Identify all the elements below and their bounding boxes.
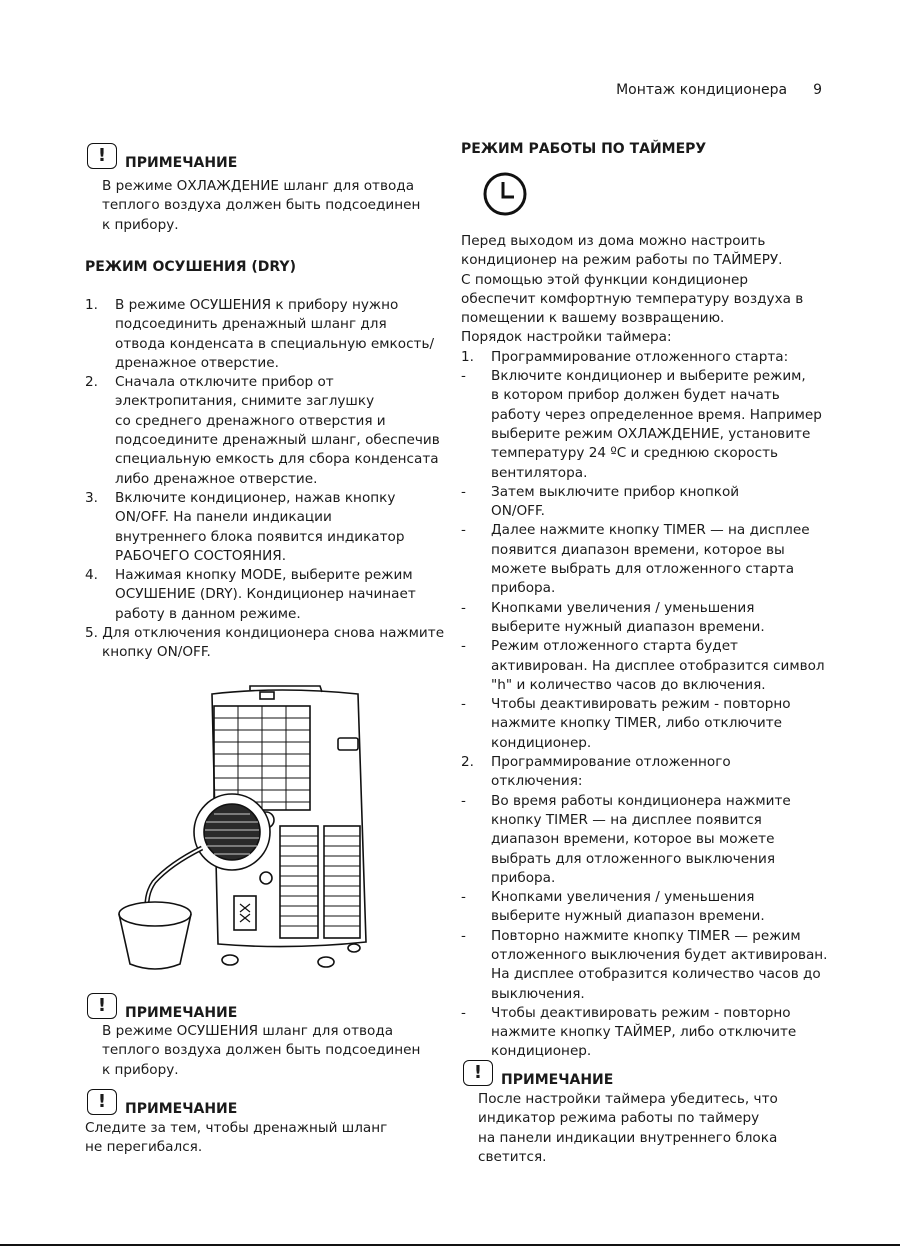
list-marker: 1. <box>461 348 474 365</box>
list-item <box>461 753 831 792</box>
list-line: Затем выключите прибор кнопкой <box>491 483 740 500</box>
note-heading <box>461 1060 821 1086</box>
list-item <box>461 521 831 598</box>
list-marker: - <box>461 792 466 809</box>
list-line: выберите нужный диапазон времени. <box>491 908 765 925</box>
note-title: ПРИМЕЧАНИЕ <box>501 1071 614 1088</box>
list-line: В режиме ОСУШЕНИЯ к прибору нужно <box>115 297 399 313</box>
timer-steps <box>461 348 831 1062</box>
note-text <box>85 177 440 235</box>
exclamation-icon: ! <box>87 993 117 1019</box>
note-line: В режиме ОСУШЕНИЯ шланг для отвода <box>102 1023 394 1039</box>
list-item <box>461 637 831 695</box>
section-title-dry: РЕЖИМ ОСУШЕНИЯ (DRY) <box>85 259 296 275</box>
page-number: 9 <box>813 82 822 98</box>
list-item <box>461 367 831 483</box>
list-line: прибора. <box>491 869 556 886</box>
list-line: Кнопками увеличения / уменьшения <box>491 599 755 616</box>
list-item <box>461 599 831 638</box>
intro-line: помещении к вашему возвращению. <box>461 310 725 327</box>
list-line: Кнопками увеличения / уменьшения <box>491 889 755 906</box>
note-line: теплого воздуха должен быть подсоединен <box>102 197 421 214</box>
list-line: выключения. <box>491 985 585 1002</box>
list-line: Программирование отложенного старта: <box>491 348 789 365</box>
list-marker: - <box>461 522 466 539</box>
list-line: ON/OFF. <box>491 503 545 520</box>
list-line: Далее нажмите кнопку TIMER — на дисплее <box>491 522 810 539</box>
list-marker: - <box>461 599 466 616</box>
note-line: на панели индикации внутреннего блока <box>478 1129 778 1146</box>
list-item <box>85 624 445 663</box>
list-marker: - <box>461 927 466 944</box>
note-heading <box>85 143 440 169</box>
note-line: светится. <box>478 1148 547 1165</box>
note-block-timer <box>461 1060 821 1167</box>
list-line: отвода конденсата в специальную емкость/ <box>115 335 435 352</box>
list-line: Включите кондиционер, нажав кнопку <box>115 489 396 506</box>
list-line: нажмите кнопку ТАЙМЕР, либо отключите <box>491 1024 797 1041</box>
header-section-title: Монтаж кондиционера <box>616 82 788 98</box>
note-block-hose <box>85 1089 440 1158</box>
list-item <box>461 695 831 753</box>
exclamation-icon: ! <box>463 1060 493 1086</box>
list-line: работу в данном режиме. <box>115 605 301 622</box>
note-block-cooling <box>85 143 440 235</box>
list-line: специальную емкость для сбора конденсата <box>115 451 439 468</box>
note-line: к прибору. <box>102 216 179 233</box>
list-line: кнопку TIMER — на дисплее появится <box>491 811 762 828</box>
list-item <box>461 483 831 522</box>
list-marker: - <box>461 483 466 500</box>
list-item <box>461 927 831 1004</box>
clock-icon <box>481 170 529 218</box>
note-line: индикатор режима работы по таймеру <box>478 1110 760 1127</box>
list-line: подсоедините дренажный шланг, обеспечив <box>115 432 440 449</box>
exclamation-icon: ! <box>87 1089 117 1115</box>
list-line: либо дренажное отверстие. <box>115 470 318 487</box>
list-line: ON/OFF. На панели индикации <box>115 509 332 526</box>
list-line: 5. Для отключения кондиционера снова нажмите <box>85 625 445 642</box>
note-line: После настройки таймера убедитесь, что <box>478 1091 778 1107</box>
list-line: подсоединить дренажный шланг для <box>115 316 387 333</box>
list-line: работу через определенное время. Например <box>491 406 822 423</box>
list-line: кнопку ON/OFF. <box>102 644 211 661</box>
left-column <box>85 143 440 235</box>
bottom-rule <box>0 1244 900 1246</box>
list-line: ОСУШЕНИЕ (DRY). Кондиционер начинает <box>115 586 416 603</box>
note-text <box>461 1090 821 1167</box>
list-line: дренажное отверстие. <box>115 354 279 371</box>
list-line: нажмите кнопку TIMER, либо отключите <box>491 715 783 732</box>
list-line: Сначала отключите прибор от <box>115 374 334 391</box>
list-line: прибора. <box>491 580 556 597</box>
list-line: можете выбрать для отложенного старта <box>491 561 795 578</box>
list-line: выбрать для отложенного выключения <box>491 850 776 867</box>
page-header <box>616 81 822 100</box>
list-marker: 4. <box>85 567 98 584</box>
list-marker: - <box>461 1004 466 1021</box>
note-text <box>85 1119 440 1158</box>
list-item <box>85 489 445 566</box>
list-line: Режим отложенного старта будет <box>491 638 738 655</box>
list-line: Повторно нажмите кнопку TIMER — режим <box>491 927 801 944</box>
list-line: "h" и количество часов до включения. <box>491 676 766 693</box>
note-block-dry <box>85 993 440 1080</box>
list-item <box>85 296 445 373</box>
note-line: к прибору. <box>102 1061 179 1078</box>
note-text <box>85 1022 440 1080</box>
timer-section <box>461 140 821 159</box>
list-line: активирован. На дисплее отобразится символ <box>491 657 825 674</box>
timer-intro <box>461 232 831 348</box>
list-line: Во время работы кондиционера нажмите <box>491 792 791 809</box>
list-line: РАБОЧЕГО СОСТОЯНИЯ. <box>115 547 287 564</box>
dry-section <box>85 258 440 277</box>
list-line: Чтобы деактивировать режим - повторно <box>491 1004 791 1021</box>
list-line: диапазон времени, которое вы можете <box>491 831 775 848</box>
list-line: На дисплее отобразится количество часов до <box>491 966 821 983</box>
list-item <box>85 566 445 624</box>
list-marker: 1. <box>85 297 98 313</box>
list-item <box>85 373 445 489</box>
list-line: температуру 24 ºC и среднюю скорость <box>491 445 779 462</box>
note-heading <box>85 993 440 1019</box>
list-line: Включите кондиционер и выберите режим, <box>491 368 806 385</box>
list-marker: - <box>461 889 466 906</box>
note-title: ПРИМЕЧАНИЕ <box>125 154 238 171</box>
intro-line: Перед выходом из дома можно настроить <box>461 233 766 249</box>
list-marker: 2. <box>85 374 98 391</box>
list-line: кондиционер. <box>491 1043 592 1060</box>
list-item <box>461 888 831 927</box>
list-line: со среднего дренажного отверстия и <box>115 412 386 429</box>
list-line: Чтобы деактивировать режим - повторно <box>491 696 791 713</box>
timer-body <box>461 232 831 1062</box>
note-heading <box>85 1089 440 1115</box>
section-title-timer: РЕЖИМ РАБОТЫ ПО ТАЙМЕРУ <box>461 141 707 157</box>
list-marker: 2. <box>461 754 474 771</box>
list-item <box>461 1004 831 1062</box>
list-line: кондиционер. <box>491 734 592 751</box>
list-marker: 3. <box>85 489 98 506</box>
note-title: ПРИМЕЧАНИЕ <box>125 1100 238 1117</box>
dry-steps <box>85 296 445 663</box>
list-line: Программирование отложенного <box>491 754 731 771</box>
intro-line: обеспечит комфортную температуру воздуха в <box>461 290 804 307</box>
list-line: отложенного выключения будет активирован. <box>491 946 828 963</box>
list-line: вентилятора. <box>491 464 588 481</box>
list-line: в котором прибор должен будет начать <box>491 387 780 404</box>
list-item <box>461 792 831 888</box>
note-line: Следите за тем, чтобы дренажный шланг <box>85 1120 388 1136</box>
list-marker: - <box>461 368 466 385</box>
list-marker: - <box>461 638 466 655</box>
intro-line: Порядок настройки таймера: <box>461 329 672 346</box>
list-line: выберите режим ОХЛАЖДЕНИЕ, установите <box>491 425 811 442</box>
list-line: выберите нужный диапазон времени. <box>491 618 765 635</box>
intro-line: С помощью этой функции кондиционер <box>461 271 748 288</box>
list-line: электропитания, снимите заглушку <box>115 393 375 410</box>
list-line: Нажимая кнопку MODE, выберите режим <box>115 567 413 584</box>
note-line: не перегибался. <box>85 1139 203 1156</box>
exclamation-icon: ! <box>87 143 117 169</box>
list-line: отключения: <box>491 773 583 790</box>
list-line: появится диапазон времени, которое вы <box>491 541 785 558</box>
list-marker: - <box>461 696 466 713</box>
note-line: теплого воздуха должен быть подсоединен <box>102 1042 421 1059</box>
intro-line: кондиционер на режим работы по ТАЙМЕРУ. <box>461 252 783 269</box>
list-line: внутреннего блока появится индикатор <box>115 528 405 545</box>
note-line: В режиме ОХЛАЖДЕНИЕ шланг для отвода <box>102 178 415 194</box>
note-title: ПРИМЕЧАНИЕ <box>125 1004 238 1021</box>
list-item <box>461 348 831 367</box>
drain-hose-illustration <box>110 682 420 980</box>
